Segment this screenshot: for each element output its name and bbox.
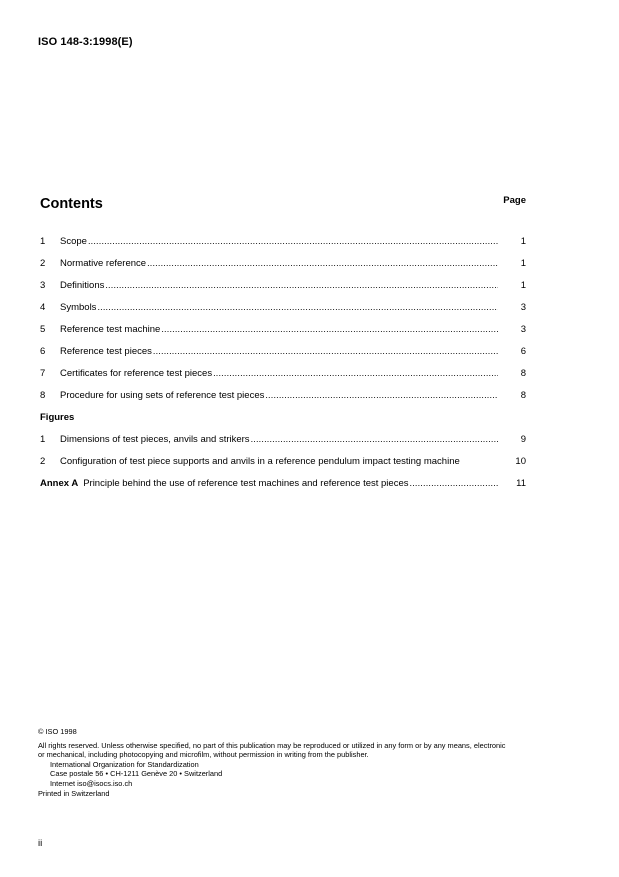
toc-entry-title: Dimensions of test pieces, anvils and strikers: [60, 434, 250, 445]
toc-entry-page: 6: [520, 346, 526, 357]
toc-entry-scope[interactable]: [40, 236, 526, 258]
annex-title: Principle behind the use of reference test machines and reference test pieces: [83, 478, 409, 489]
toc-figure-configuration[interactable]: [40, 456, 526, 478]
toc-entry-title: Definitions: [60, 280, 105, 291]
toc-entry-definitions[interactable]: [40, 280, 526, 302]
toc-entry-page: 3: [520, 302, 526, 313]
copyright-footer: [38, 727, 583, 798]
toc-entry-title: Certificates for reference test pieces: [60, 368, 213, 379]
rights-line-1: All rights reserved. Unless otherwise specified, no part of this publication may be reproduced or utilized in any form or by any means, electronic: [38, 740, 506, 750]
toc-entry-title: Symbols: [60, 302, 97, 313]
toc-entry-title: Reference test pieces: [60, 346, 152, 357]
annex-title-group: [40, 478, 409, 489]
rights-line-2: or mechanical, including photocopying and microfilm, without permission in writing from the publisher.: [38, 750, 369, 760]
toc-entry-certificates[interactable]: [40, 368, 526, 390]
table-of-contents: [40, 236, 526, 500]
printed-in: Printed in Switzerland: [38, 788, 110, 798]
toc-entry-number: 2: [40, 258, 46, 269]
toc-entry-title: Configuration of test piece supports and anvils in a reference pendulum impact testing machine: [60, 456, 460, 467]
dot-leader: [251, 434, 498, 444]
dot-leader: [161, 324, 498, 334]
toc-entry-normative-reference[interactable]: [40, 258, 526, 280]
toc-entry-page: 8: [520, 390, 526, 401]
toc-entry-procedure[interactable]: [40, 390, 526, 412]
toc-entry-page: 1: [520, 236, 526, 247]
toc-figure-dimensions[interactable]: [40, 434, 526, 456]
dot-leader: [147, 258, 498, 268]
toc-entry-page: 11: [516, 478, 526, 489]
dot-leader: [88, 236, 498, 246]
toc-entry-number: 3: [40, 280, 46, 291]
toc-entry-page: 10: [515, 456, 526, 467]
document-code-header: ISO 148-3:1998(E): [38, 36, 133, 48]
toc-entry-page: 1: [520, 258, 526, 269]
toc-entry-title: Scope: [60, 236, 87, 247]
toc-entry-number: 4: [40, 302, 46, 313]
dot-leader: [153, 346, 498, 356]
toc-entry-page: 1: [520, 280, 526, 291]
annex-label: Annex A: [40, 478, 79, 489]
figures-heading: Figures: [40, 412, 75, 423]
toc-entry-title: Reference test machine: [60, 324, 161, 335]
dot-leader: [105, 280, 498, 290]
toc-entry-reference-test-pieces[interactable]: [40, 346, 526, 368]
page-folio: ii: [38, 838, 43, 849]
toc-entry-page: 8: [520, 368, 526, 379]
dot-leader: [97, 302, 498, 312]
toc-entry-number: 6: [40, 346, 46, 357]
toc-entry-symbols[interactable]: [40, 302, 526, 324]
toc-annex-a[interactable]: [40, 478, 526, 500]
toc-entry-number: 7: [40, 368, 46, 379]
toc-entry-number: 8: [40, 390, 46, 401]
toc-entry-page: 9: [520, 434, 526, 445]
toc-entry-reference-test-machine[interactable]: [40, 324, 526, 346]
postal-address: Case postale 56 • CH-1211 Genève 20 • Switzerland: [50, 769, 223, 779]
internet-address: Internet iso@isocs.iso.ch: [50, 778, 133, 788]
toc-entry-number: 1: [40, 236, 46, 247]
org-name: International Organization for Standardization: [50, 759, 199, 769]
toc-entry-page: 3: [520, 324, 526, 335]
page-column-label: Page: [503, 195, 526, 206]
copyright-line: © ISO 1998: [38, 727, 77, 736]
toc-entry-number: 1: [40, 434, 46, 445]
dot-leader: [410, 478, 499, 488]
toc-entry-title: Procedure for using sets of reference test pieces: [60, 390, 265, 401]
toc-entry-number: 5: [40, 324, 46, 335]
toc-entry-title: Normative reference: [60, 258, 147, 269]
contents-title: Contents: [40, 196, 103, 212]
dot-leader: [265, 390, 498, 400]
toc-entry-number: 2: [40, 456, 46, 467]
dot-leader: [213, 368, 498, 378]
